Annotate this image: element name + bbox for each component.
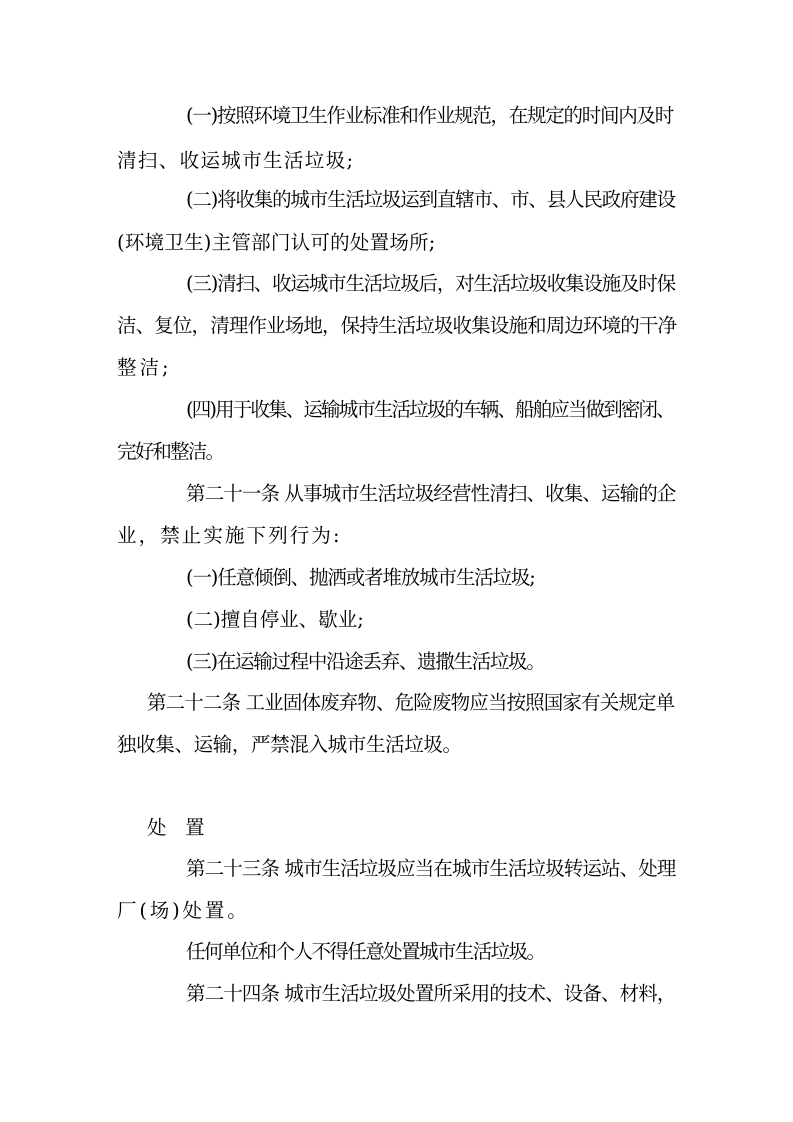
text-line: 业，禁止实施下列行为: (117, 524, 342, 547)
text-line: (二)将收集的城市生活垃圾运到直辖市、市、县人民政府建设 (186, 188, 675, 211)
text-line: 第二十三条 城市生活垃圾应当在城市生活垃圾转运站、处理 (186, 857, 676, 880)
text-line: 清扫、收运城市生活垃圾; (117, 149, 355, 172)
text-line: 第二十二条 工业固体废弃物、危险废物应当按照国家有关规定单 (147, 691, 675, 714)
section-heading: 处 置 (147, 816, 205, 839)
text-line: (环境卫生)主管部门认可的处置场所; (117, 231, 436, 254)
text-line: 完好和整洁。 (117, 440, 224, 463)
text-line: 第二十四条 城市生活垃圾处置所采用的技术、设备、材料， (186, 982, 676, 1005)
text-line: (一)按照环境卫生作业标准和作业规范，在规定的时间内及时 (186, 104, 673, 127)
text-line: (二)擅自停业、歇业; (186, 608, 364, 631)
text-line: 洁、复位，清理作业场地，保持生活垃圾收集设施和周边环境的干净 (117, 314, 677, 337)
text-line: (三)清扫、收运城市生活垃圾后，对生活垃圾收集设施及时保 (186, 272, 675, 295)
text-line: 厂(场)处置。 (117, 899, 250, 922)
text-line: 第二十一条 从事城市生活垃圾经营性清扫、收集、运输的企 (186, 482, 676, 505)
text-line: (三)在运输过程中沿途丢弃、遗撒生活垃圾。 (186, 650, 545, 673)
text-line: 独收集、运输，严禁混入城市生活垃圾。 (117, 733, 462, 756)
text-line: 整洁; (117, 356, 172, 379)
text-line: (四)用于收集、运输城市生活垃圾的车辆、船舶应当做到密闭、 (186, 398, 674, 421)
text-line: 任何单位和个人不得任意处置城市生活垃圾。 (186, 940, 545, 963)
text-line: (一)任意倾倒、抛洒或者堆放城市生活垃圾; (186, 566, 535, 589)
